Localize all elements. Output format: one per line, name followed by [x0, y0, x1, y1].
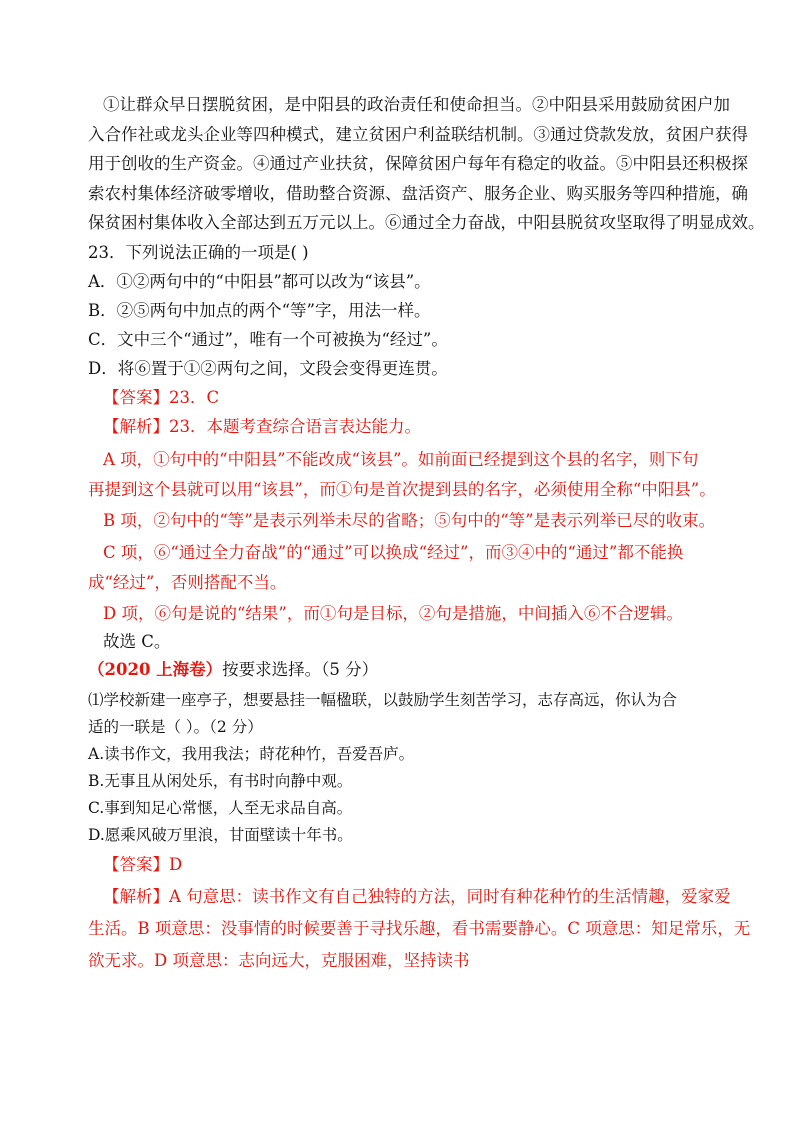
question-stem: ⑴学校新建一座亭子，想要悬挂一幅楹联，以鼓励学生刻苦学习，志存高远，你认为合 — [88, 691, 678, 709]
question-header — [88, 662, 378, 679]
passage-line: 保贫困村集体收入全部达到五万元以上。⑥通过全力奋战，中阳县脱贫攻坚取得了明显成效。 — [88, 213, 765, 232]
analysis-line: B 项，②句中的“等”是表示列举未尽的省略；⑤句中的“等”是表示列举已尽的收束。 — [103, 511, 716, 530]
analysis-line: C 项，⑥“通过全力奋战”的“通过”可以换成“经过”，而③④中的“通过”都不能换 — [103, 543, 684, 562]
question-stem: 23．下列说法正确的一项是( ) — [88, 243, 309, 262]
analysis-line: A 项，①句中的“中阳县”不能改成“该县”。如前面已经提到这个县的名字，则下句 — [103, 450, 699, 469]
answer-label: 【答案】D — [103, 855, 183, 874]
analysis-line: D 项，⑥句是说的“结果”，而①句是目标，②句是措施，中间插入⑥不合逻辑。 — [103, 604, 683, 623]
analysis-line: 再提到这个县就可以用“该县”，而①句是首次提到县的名字，必须使用全称“中阳县”。 — [88, 480, 716, 499]
analysis-line: 成“经过”，否则搭配不当。 — [88, 573, 287, 592]
source-label: （2020 上海卷） — [88, 660, 223, 679]
question-option: A.读书作文，我用我法；莳花种竹，吾爱吾庐。 — [88, 745, 415, 763]
question-option: B．②⑤两句中加点的两个“等”字，用法一样。 — [88, 301, 431, 320]
analysis-title: 【解析】23．本题考查综合语言表达能力。 — [103, 417, 421, 436]
question-option: D.愿乘风破万里浪，甘面壁读十年书。 — [88, 826, 353, 844]
passage-line: 入合作社或龙头企业等四种模式，建立贫困户利益联结机制。③通过贷款发放，贫困户获得 — [88, 125, 748, 144]
passage-line: 索农村集体经济破零增收，借助整合资源、盘活资产、服务企业、购买服务等四种措施，确 — [88, 184, 748, 203]
conclusion: 故选 C。 — [103, 632, 171, 651]
question-option: C．文中三个“通过”，唯有一个可被换为“经过”。 — [88, 330, 448, 349]
analysis-line: 生活。B 项意思：没事情的时候要善于寻找乐趣，看书需要静心。C 项意思：知足常乐，无 — [88, 919, 751, 938]
question-instruction: 按要求选择。（5 分） — [222, 660, 379, 679]
question-option: A．①②两句中的“中阳县”都可以改为“该县”。 — [88, 272, 431, 291]
question-stem: 适的一联是（ ）。（2 分） — [88, 718, 263, 736]
analysis-line: 欲无求。D 项意思：志向远大，克服困难，坚持读书 — [88, 951, 470, 970]
analysis-line: 【解析】A 句意思：读书作文有自己独特的方法，同时有种花种竹的生活情趣，爱家爱 — [103, 887, 731, 906]
question-option: D．将⑥置于①②两句之间，文段会变得更连贯。 — [88, 359, 448, 378]
passage-line: ①让群众早日摆脱贫困，是中阳县的政治责任和使命担当。②中阳县采用鼓励贫困户加 — [103, 95, 730, 114]
question-option: C.事到知足心常惬，人至无求品自高。 — [88, 799, 353, 817]
answer-label: 【答案】23．C — [103, 388, 220, 407]
passage-line: 用于创收的生产资金。④通过产业扶贫，保障贫困户每年有稳定的收益。⑤中阳县还积极探 — [88, 154, 748, 173]
question-option: B.无事且从闲处乐，有书时向静中观。 — [88, 772, 353, 790]
